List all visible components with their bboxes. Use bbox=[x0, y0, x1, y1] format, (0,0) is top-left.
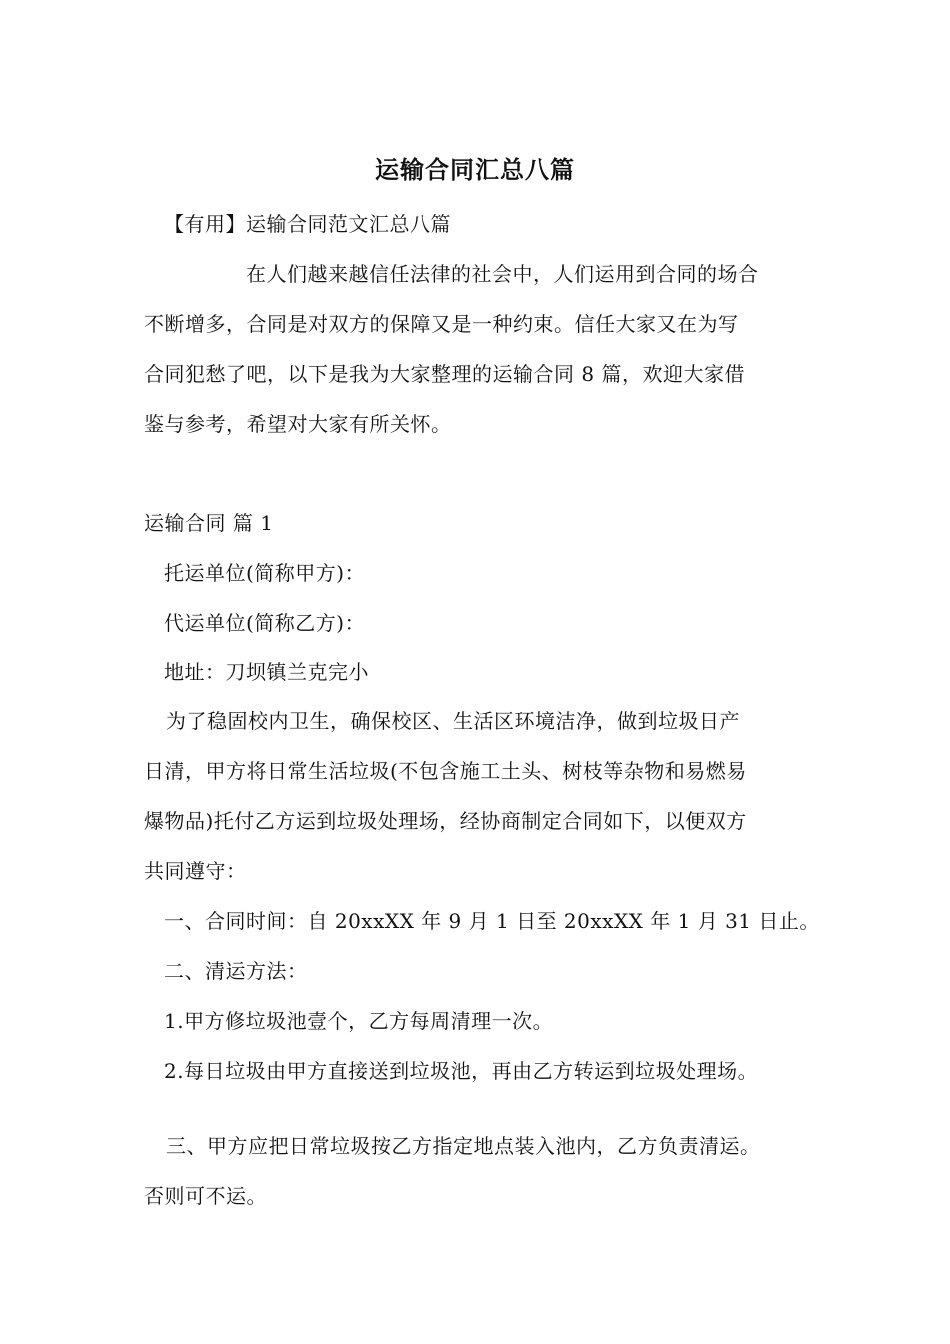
document-subtitle: 【有用】运输合同范文汇总八篇 bbox=[164, 212, 451, 236]
clause-method-heading: 二、清运方法： bbox=[164, 959, 308, 983]
purpose-line-1: 为了稳固校内卫生，确保校区、生活区环境洁净，做到垃圾日产 bbox=[166, 709, 740, 733]
purpose-line-4: 共同遵守： bbox=[144, 859, 247, 883]
intro-line-1: 在人们越来越信任法律的社会中，人们运用到合同的场合 bbox=[246, 262, 759, 286]
purpose-line-3: 爆物品)托付乙方运到垃圾处理场，经协商制定合同如下，以便双方 bbox=[144, 809, 747, 833]
intro-line-3: 合同犯愁了吧，以下是我为大家整理的运输合同 8 篇，欢迎大家借 bbox=[144, 362, 745, 386]
shipper-field: 托运单位(简称甲方)： bbox=[164, 561, 366, 585]
section-heading: 运输合同 篇 1 bbox=[144, 511, 274, 535]
address-field: 地址：刀坝镇兰克完小 bbox=[164, 660, 369, 684]
purpose-line-2: 日清，甲方将日常生活垃圾(不包含施工土头、树枝等杂物和易燃易 bbox=[144, 759, 747, 783]
clause-term: 一、合同时间：自 20xxXX 年 9 月 1 日至 20xxXX 年 1 月 31 日止。 bbox=[164, 909, 820, 933]
intro-line-4: 鉴与参考，希望对大家有所关怀。 bbox=[144, 412, 452, 436]
clause-3-line-2: 否则可不运。 bbox=[144, 1184, 267, 1208]
clause-method-2: 2.每日垃圾由甲方直接送到垃圾池，再由乙方转运到垃圾处理场。 bbox=[164, 1059, 759, 1083]
clause-3-line-1: 三、甲方应把日常垃圾按乙方指定地点装入池内，乙方负责清运。 bbox=[166, 1134, 761, 1158]
document-title: 运输合同汇总八篇 bbox=[375, 156, 575, 184]
intro-line-2: 不断增多，合同是对双方的保障又是一种约束。信任大家又在为写 bbox=[144, 312, 739, 336]
clause-method-1: 1.甲方修垃圾池壹个，乙方每周清理一次。 bbox=[164, 1009, 554, 1033]
carrier-field: 代运单位(简称乙方)： bbox=[164, 611, 366, 635]
